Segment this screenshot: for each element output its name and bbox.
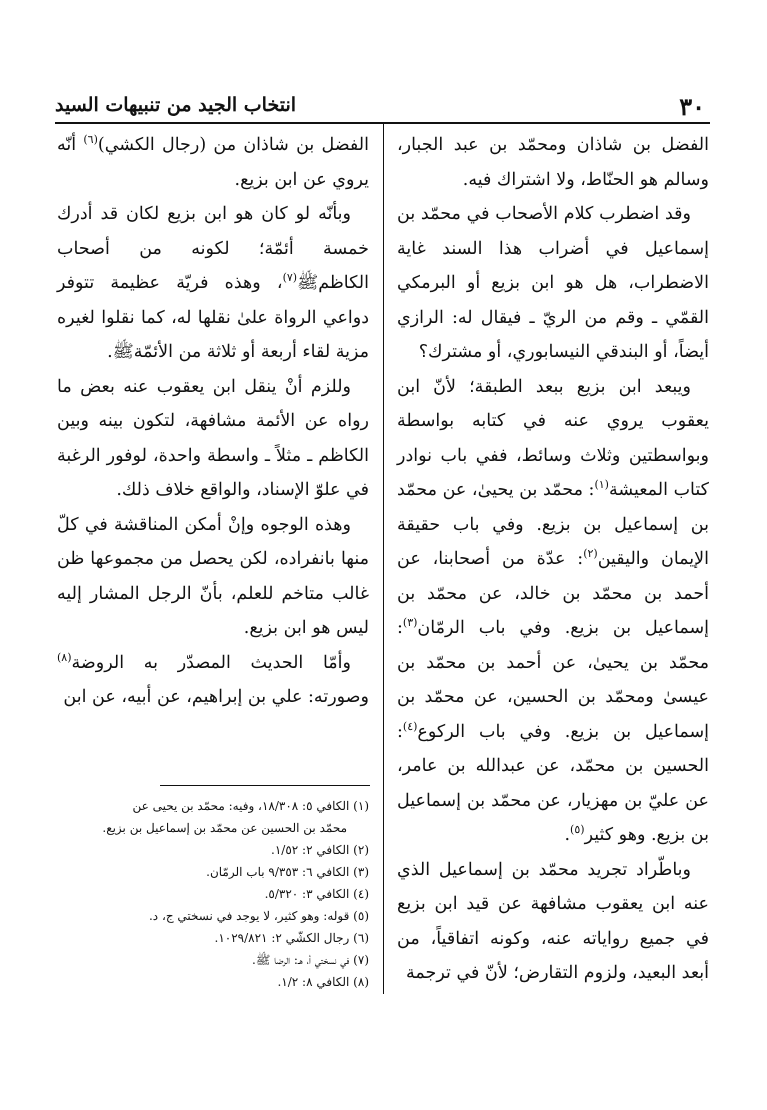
paragraph-text: وبأنّه لو كان هو ابن بزيع لكان قد أدرك خمسة أئمّة؛ لكونه من أصحاب الكاظم <box>57 204 369 293</box>
paragraph <box>397 370 709 853</box>
paragraph-text: أنّه يروي عن ابن بزيع. <box>57 135 369 190</box>
paragraph: الفضل بن شاذان ومحمّد بن عبد الجبار، وسالم هو الحنّاط، ولا اشتراك فيه. <box>397 135 709 190</box>
paragraph-text: : محمّد بن يحيىٰ، عن محمّد بن إسماعيل بن بزيع. وفي باب حقيقة الإيمان واليقين <box>397 480 709 569</box>
salutation-glyph: ﷺ <box>297 273 319 293</box>
salutation-glyph: ﷺ <box>112 342 134 362</box>
footnote-ref: (٦) <box>83 133 98 147</box>
footnote-continuation: محمّد بن الحسين عن محمّد بن إسماعيل بن بزيع. <box>102 821 347 835</box>
footnote-ref: (٨) <box>57 650 72 664</box>
paragraph: وقد اضطرب كلام الأصحاب في محمّد بن إسماعيل في أضراب هذا السند غاية الاضطراب، هل هو ابن بزيع أو البرمكي القمّي ـ وقم من الريّ ـ فيقال له: الرازي أيضاً، أو البندقي النيسابوري، أو مشترك؟ <box>397 204 709 362</box>
page-header <box>55 92 705 122</box>
footnote: (٤) الكافي ٣: ٥/٣٢٠. <box>264 887 369 901</box>
paragraph: وباطّراد تجريد محمّد بن إسماعيل الذي عنه ابن يعقوب مشافهة عن قيد ابن بزيع في جميع رواياته عنه، وكونه اتفاقياً، من أبعد البعيد، ولزوم التقارض؛ لأنّ في ترجمة <box>397 859 709 983</box>
footnote: (١) الكافي ٥: ١٨/٣٠٨، وفيه: محمّد بن يحيى عن <box>132 799 369 813</box>
paragraph-text: : الحسين بن محمّد، عن عبدالله بن عامر، عن عليّ بن مهزيار، عن محمّد بن إسماعيل بن بزيع. وهو كثير <box>397 721 709 845</box>
paragraph: وللزم أنْ ينقل ابن يعقوب عنه بعض ما رواه عن الأئمة مشافهة، لتكون بينه وبين الكاظم ـ مثلاً ـ واسطة واحدة، لوفور الرغبة في علوّ الإسناد، والواقع خلاف ذلك. <box>57 376 369 500</box>
footnote-ref: (٥) <box>570 823 585 837</box>
footnote-ref: (٧) <box>282 271 298 285</box>
footnote: (٥) قوله: وهو كثير، لا يوجد في نسختي ج، د. <box>148 909 369 923</box>
paragraph <box>57 197 369 370</box>
footnote: (٨) الكافي ٨: ١/٢. <box>277 975 369 989</box>
paragraph-text: : عدّة من أصحابنا، عن أحمد بن محمّد بن خالد، عن محمّد بن إسماعيل بن بزيع. وفي باب الرمّان <box>397 549 709 638</box>
running-title: انتخاب الجيد من تنبيهات السيد <box>55 94 297 116</box>
footnote-ref: (٢) <box>583 547 598 561</box>
paragraph-text: وصورته: علي بن إبراهيم، عن أبيه، عن ابن <box>63 687 369 707</box>
footnote-ref: (٤) <box>402 719 418 733</box>
column-divider <box>383 124 384 994</box>
footnote: (٣) الكافي ٦: ٩/٣٥٣ باب الرمّان. <box>206 865 369 879</box>
footnote-ref: (١) <box>594 478 609 492</box>
page-number: ٣٠ <box>679 92 705 121</box>
paragraph-text: : محمّد بن يحيىٰ، عن أحمد بن محمّد بن عيسىٰ ومحمّد بن الحسين، عن محمّد بن إسماعيل بن بزيع. وفي باب الركوع <box>397 618 709 742</box>
footnotes <box>57 795 369 993</box>
paragraph-text: الفضل بن شاذان من (رجال الكشي) <box>97 135 369 155</box>
footnote-ref: (٣) <box>402 616 418 630</box>
paragraph-text: وأمّا الحديث المصدّر به الروضة <box>71 652 351 673</box>
paragraph: وهذه الوجوه وإنْ أمكن المناقشة في كلّ منها بانفراده، لكن يحصل من مجموعها ظن غالب متاخم للعلم، بأنّ الرجل المشار إليه ليس هو ابن بزيع. <box>57 514 369 638</box>
paragraph-text: . <box>107 342 113 362</box>
right-column <box>397 128 709 991</box>
footnote-rule <box>160 785 370 786</box>
paragraph-text: ويبعد ابن بزيع ببعد الطبقة؛ لأنّ ابن يعقوب يروي عنه في كتابه بواسطة وبواسطتين وثلاث وسائط، ففي باب نوادر كتاب المعيشة <box>397 376 709 500</box>
paragraph <box>57 128 369 197</box>
paragraph-text: . <box>564 825 571 845</box>
left-column <box>57 128 369 715</box>
footnote: (٧) في نسختي أ، هـ: الرضا ﷺ. <box>252 953 369 967</box>
footnote: (٢) الكافي ٢: ١/٥٢. <box>271 843 369 857</box>
paragraph-text: ، وهذه فريّة عظيمة تتوفر دواعي الرواة علىٰ نقلها له، كما نقلوا لغيره مزية لقاء أربعة أو ثلاثة من الأئمّة <box>57 273 369 362</box>
footnote: (٦) رجال الكشّي ٢: ١٠٢٩/٨٢١. <box>214 931 369 945</box>
paragraph <box>57 646 369 715</box>
